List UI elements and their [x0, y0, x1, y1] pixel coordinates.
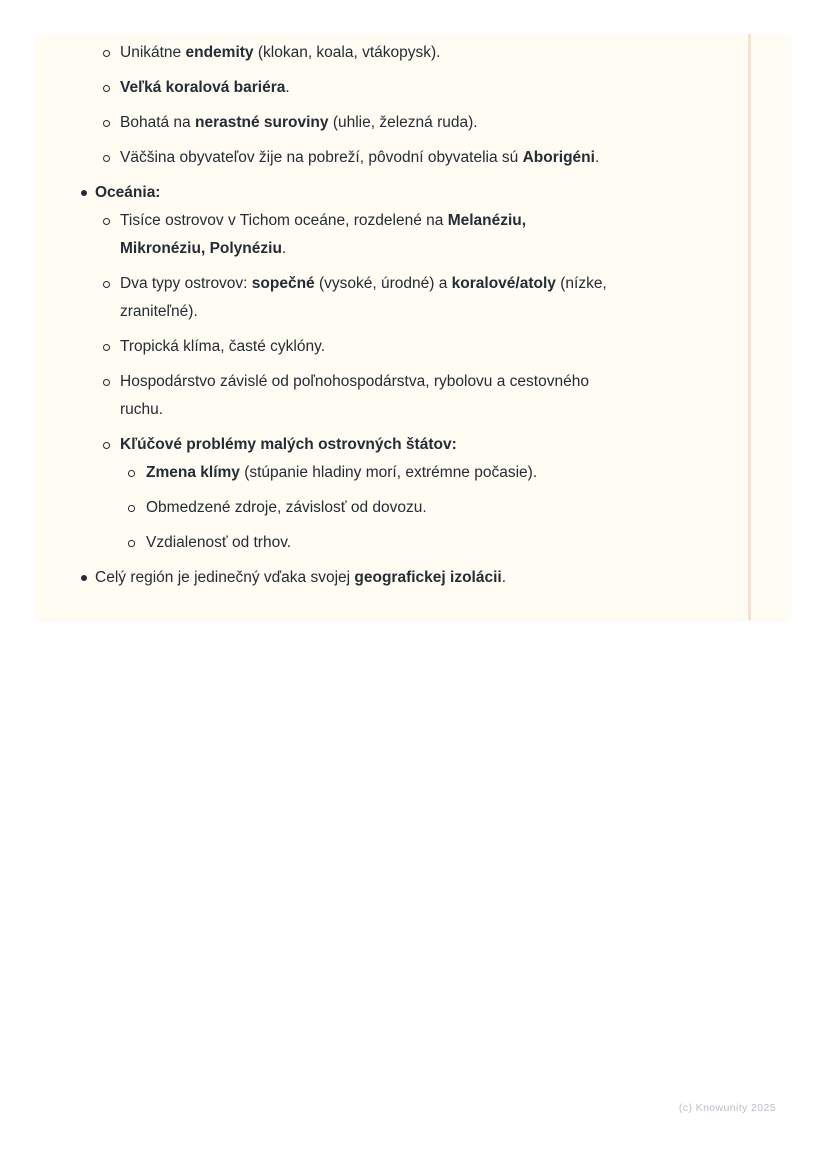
list-item-text: Oceánia: — [95, 184, 161, 201]
copyright-footer: (c) Knowunity 2025 — [678, 1102, 776, 1114]
list-item — [36, 333, 791, 361]
list-item — [36, 39, 791, 67]
list-item-text: Hospodárstvo závislé od poľnohospodárstva, rybolovu a cestovného ruchu. — [120, 373, 589, 418]
list-item — [36, 144, 791, 172]
list-item — [36, 270, 791, 326]
circle-bullet-icon — [128, 505, 135, 512]
content-card — [36, 34, 791, 620]
circle-bullet-icon — [103, 85, 110, 92]
list-item-text: Kľúčové problémy malých ostrovných štátov: — [120, 436, 457, 453]
list-item-text: Tisíce ostrovov v Tichom oceáne, rozdelené na Melanéziu, Mikronéziu, Polynéziu. — [120, 212, 527, 257]
notes-list — [36, 39, 791, 592]
filled-bullet-icon — [81, 575, 87, 581]
list-item-text: Veľká koralová bariéra. — [120, 79, 290, 96]
list-item-text: Unikátne endemity (klokan, koala, vtákopysk). — [120, 44, 441, 61]
list-item-text: Vzdialenosť od trhov. — [146, 534, 292, 551]
circle-bullet-icon — [103, 344, 110, 351]
list-item — [36, 564, 791, 592]
circle-bullet-icon — [103, 281, 110, 288]
list-item-text: Bohatá na nerastné suroviny (uhlie, železná ruda). — [120, 114, 478, 131]
list-item-text: Obmedzené zdroje, závislosť od dovozu. — [146, 499, 427, 516]
circle-bullet-icon — [128, 540, 135, 547]
list-item — [36, 109, 791, 137]
list-item — [36, 179, 791, 207]
list-item — [36, 368, 791, 424]
list-item — [36, 494, 791, 522]
circle-bullet-icon — [103, 120, 110, 127]
list-item — [36, 207, 791, 263]
list-item-text: Väčšina obyvateľov žije na pobreží, pôvodní obyvatelia sú Aborigéni. — [120, 149, 600, 166]
circle-bullet-icon — [103, 442, 110, 449]
circle-bullet-icon — [103, 155, 110, 162]
list-item-text: Celý región je jedinečný vďaka svojej geografickej izolácii. — [95, 569, 507, 586]
list-item — [36, 431, 791, 459]
circle-bullet-icon — [103, 218, 110, 225]
circle-bullet-icon — [103, 379, 110, 386]
circle-bullet-icon — [103, 50, 110, 57]
list-item — [36, 74, 791, 102]
list-item — [36, 459, 791, 487]
list-item — [36, 529, 791, 557]
list-item-text: Zmena klímy (stúpanie hladiny morí, extrémne počasie). — [146, 464, 538, 481]
list-item-text: Tropická klíma, časté cyklóny. — [120, 338, 326, 355]
filled-bullet-icon — [81, 190, 87, 196]
circle-bullet-icon — [128, 470, 135, 477]
list-item-text: Dva typy ostrovov: sopečné (vysoké, úrodné) a koralové/atoly (nízke, zraniteľné). — [120, 275, 607, 320]
